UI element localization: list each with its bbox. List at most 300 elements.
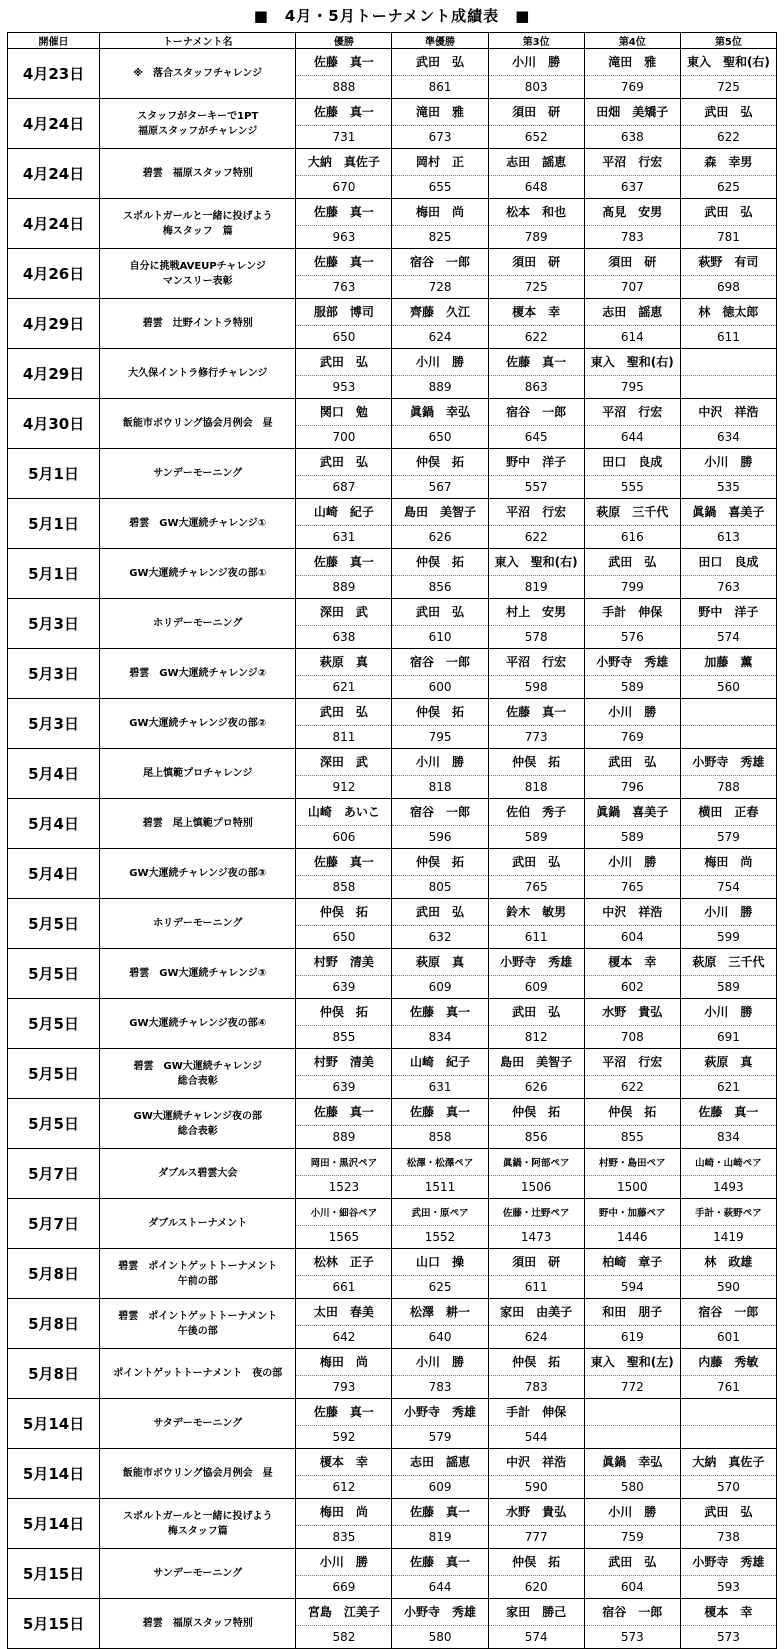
player-score: 579: [680, 825, 776, 848]
event-date: 4月30日: [8, 399, 100, 449]
player-name: 小川 勝: [392, 349, 488, 376]
player-name: 仲俣 拓: [488, 1099, 584, 1126]
player-score: 835: [296, 1525, 392, 1548]
player-name: 島田 美智子: [392, 499, 488, 526]
player-score: 598: [488, 675, 584, 698]
player-name: 平沼 行宏: [488, 499, 584, 526]
player-name: 佐藤 真一: [392, 1549, 488, 1576]
player-score: 644: [584, 425, 680, 448]
table-row: [8, 749, 777, 776]
results-table: [7, 32, 777, 1649]
event-date: 5月1日: [8, 499, 100, 549]
event-date: 5月3日: [8, 599, 100, 649]
tournament-name: 碧雲 GW大運続チャレンジ①: [100, 499, 296, 549]
player-name: 野中 洋子: [680, 599, 776, 626]
event-date: 5月14日: [8, 1499, 100, 1549]
player-score: 796: [584, 775, 680, 798]
player-score: 698: [680, 275, 776, 298]
player-name: 小川 勝: [296, 1549, 392, 1576]
event-date: 5月1日: [8, 549, 100, 599]
player-name: 佐藤 真一: [392, 1099, 488, 1126]
player-name: 山崎 紀子: [296, 499, 392, 526]
player-score: 589: [488, 825, 584, 848]
player-score: 614: [584, 325, 680, 348]
event-date: 5月7日: [8, 1149, 100, 1199]
player-name: 武田 弘: [296, 349, 392, 376]
player-name: 佐藤 真一: [296, 849, 392, 876]
player-score: 769: [584, 75, 680, 98]
table-row: [8, 799, 777, 826]
player-name: 武田 弘: [584, 749, 680, 776]
tournament-name: GW大運続チャレンジ夜の部②: [100, 699, 296, 749]
tournament-name: スタッフがターキーで1PT 福原スタッフがチャレンジ: [100, 99, 296, 149]
player-name: 東入 聖和(右): [680, 49, 776, 76]
player-name: [680, 699, 776, 726]
player-name: 小野寺 秀雄: [680, 1549, 776, 1576]
player-name: 志田 謡恵: [488, 149, 584, 176]
player-score: 888: [296, 75, 392, 98]
player-score: 889: [392, 375, 488, 398]
tournament-name: 碧雲 福原スタッフ特別: [100, 149, 296, 199]
player-name: 佐藤 真一: [296, 249, 392, 276]
player-score: 609: [392, 975, 488, 998]
player-name: 東入 聖和(右): [584, 349, 680, 376]
player-score: 818: [392, 775, 488, 798]
player-name: 岡田・黒沢ペア: [296, 1149, 392, 1176]
player-score: 622: [488, 525, 584, 548]
player-name: 中沢 祥浩: [680, 399, 776, 426]
player-score: 858: [296, 875, 392, 898]
player-score: 765: [488, 875, 584, 898]
player-score: 856: [392, 575, 488, 598]
event-date: 5月8日: [8, 1349, 100, 1399]
tournament-name: 碧雲 尾上慎範プロ特別: [100, 799, 296, 849]
player-score: 648: [488, 175, 584, 198]
player-name: 田畑 美矯子: [584, 99, 680, 126]
player-name: 佐伯 秀子: [488, 799, 584, 826]
player-score: 600: [392, 675, 488, 698]
player-score: 725: [488, 275, 584, 298]
player-name: 小川 勝: [584, 849, 680, 876]
player-score: 631: [392, 1075, 488, 1098]
player-score: 1500: [584, 1175, 680, 1198]
event-date: 5月5日: [8, 899, 100, 949]
player-name: 加藤 薫: [680, 649, 776, 676]
player-score: 1506: [488, 1175, 584, 1198]
player-name: 家田 勝己: [488, 1599, 584, 1626]
player-name: 武田 弘: [584, 1549, 680, 1576]
tournament-name: スポルトガールと一緒に投げよう 梅スタッフ篇: [100, 1499, 296, 1549]
player-name: 宿谷 一郎: [392, 249, 488, 276]
player-name: 梅田 尚: [296, 1349, 392, 1376]
tournament-name: GW大運続チャレンジ夜の部 総合表彰: [100, 1099, 296, 1149]
player-score: 650: [296, 925, 392, 948]
player-name: 武田 弘: [296, 699, 392, 726]
player-score: 602: [584, 975, 680, 998]
player-name: 眞鍋 幸弘: [584, 1449, 680, 1476]
event-date: 4月29日: [8, 349, 100, 399]
player-name: 萩原 三千代: [680, 949, 776, 976]
table-row: [8, 949, 777, 976]
player-name: 東入 聖和(左): [584, 1349, 680, 1376]
player-score: 777: [488, 1525, 584, 1548]
player-name: 平沼 行宏: [584, 149, 680, 176]
player-score: 626: [488, 1075, 584, 1098]
event-date: 4月23日: [8, 49, 100, 99]
player-name: 小川 勝: [392, 749, 488, 776]
player-score: 535: [680, 475, 776, 498]
player-score: 642: [296, 1325, 392, 1348]
player-score: 819: [392, 1525, 488, 1548]
player-name: 関口 勉: [296, 399, 392, 426]
player-score: 638: [584, 125, 680, 148]
player-score: 604: [584, 925, 680, 948]
player-name: 和田 朋子: [584, 1299, 680, 1326]
player-name: 宿谷 一郎: [584, 1599, 680, 1626]
player-score: 738: [680, 1525, 776, 1548]
player-name: 松澤・松澤ペア: [392, 1149, 488, 1176]
player-score: 819: [488, 575, 584, 598]
player-name: 山崎 あいこ: [296, 799, 392, 826]
player-name: 野中・加藤ペア: [584, 1199, 680, 1226]
player-score: 889: [296, 575, 392, 598]
player-score: 855: [584, 1125, 680, 1148]
player-score: 856: [488, 1125, 584, 1148]
player-score: 622: [584, 1075, 680, 1098]
player-score: [584, 1425, 680, 1448]
player-score: 763: [296, 275, 392, 298]
player-score: 593: [680, 1575, 776, 1598]
player-score: 863: [488, 375, 584, 398]
player-score: 803: [488, 75, 584, 98]
player-name: 仲俣 拓: [392, 849, 488, 876]
player-score: 601: [680, 1325, 776, 1348]
tournament-name: サンデーモーニング: [100, 1549, 296, 1599]
tournament-name: 碧雲 GW大運続チャレンジ 総合表彰: [100, 1049, 296, 1099]
player-name: 萩原 真: [296, 649, 392, 676]
player-score: 783: [392, 1375, 488, 1398]
player-name: 武田・原ペア: [392, 1199, 488, 1226]
player-name: 佐藤 真一: [392, 999, 488, 1026]
player-score: 621: [296, 675, 392, 698]
player-name: 萩野 有司: [680, 249, 776, 276]
player-score: 639: [296, 1075, 392, 1098]
player-score: 834: [392, 1025, 488, 1048]
player-score: 625: [392, 1275, 488, 1298]
table-row: [8, 549, 777, 576]
player-name: 宿谷 一郎: [392, 799, 488, 826]
player-score: 673: [392, 125, 488, 148]
player-name: 深田 武: [296, 749, 392, 776]
player-score: [680, 1425, 776, 1448]
player-name: 小野寺 秀雄: [584, 649, 680, 676]
player-name: 佐藤 真一: [296, 1399, 392, 1426]
player-score: 640: [392, 1325, 488, 1348]
player-name: 小野寺 秀雄: [488, 949, 584, 976]
player-name: 太田 春美: [296, 1299, 392, 1326]
player-name: 岡村 正: [392, 149, 488, 176]
player-name: 武田 弘: [680, 1499, 776, 1526]
player-score: 1565: [296, 1225, 392, 1248]
table-row: [8, 1199, 777, 1226]
tournament-name: ホリデーモーニング: [100, 599, 296, 649]
header-winner: 優勝: [296, 33, 392, 49]
player-score: 626: [392, 525, 488, 548]
player-score: 573: [680, 1625, 776, 1648]
player-name: 武田 弘: [488, 849, 584, 876]
header-fourth: 第4位: [584, 33, 680, 49]
player-name: 仲俣 拓: [296, 999, 392, 1026]
player-score: 567: [392, 475, 488, 498]
player-score: 557: [488, 475, 584, 498]
player-name: 武田 弘: [392, 49, 488, 76]
table-row: [8, 349, 777, 376]
tournament-name: ダブルス碧雲大会: [100, 1149, 296, 1199]
player-score: 574: [680, 625, 776, 648]
player-name: 榎本 幸: [680, 1599, 776, 1626]
event-date: 5月8日: [8, 1299, 100, 1349]
player-score: 604: [584, 1575, 680, 1598]
player-score: 625: [680, 175, 776, 198]
event-date: 5月8日: [8, 1249, 100, 1299]
player-score: 650: [296, 325, 392, 348]
player-score: 855: [296, 1025, 392, 1048]
player-score: 544: [488, 1425, 584, 1448]
player-name: 佐藤・辻野ペア: [488, 1199, 584, 1226]
player-score: 754: [680, 875, 776, 898]
player-name: 小野寺 秀雄: [392, 1599, 488, 1626]
player-name: 佐藤 真一: [488, 699, 584, 726]
player-name: 村野 清美: [296, 1049, 392, 1076]
player-score: [680, 725, 776, 748]
header-fifth: 第5位: [680, 33, 776, 49]
player-name: [584, 1399, 680, 1426]
event-date: 5月15日: [8, 1599, 100, 1649]
tournament-name: ポイントゲットトーナメント 夜の部: [100, 1349, 296, 1399]
player-name: 眞鍋・阿部ペア: [488, 1149, 584, 1176]
player-name: 小川 勝: [680, 899, 776, 926]
player-score: 616: [584, 525, 680, 548]
player-name: 小野寺 秀雄: [680, 749, 776, 776]
tournament-name: ※ 落合スタッフチャレンジ: [100, 49, 296, 99]
player-score: 799: [584, 575, 680, 598]
player-name: 平沼 行宏: [584, 1049, 680, 1076]
player-name: 手計 伸保: [584, 599, 680, 626]
table-row: [8, 299, 777, 326]
player-score: 795: [584, 375, 680, 398]
player-score: 963: [296, 225, 392, 248]
player-name: 志田 謡恵: [392, 1449, 488, 1476]
player-name: 林 徳太郎: [680, 299, 776, 326]
table-row: [8, 1099, 777, 1126]
player-score: 788: [680, 775, 776, 798]
table-row: [8, 499, 777, 526]
player-score: 574: [488, 1625, 584, 1648]
player-score: 761: [680, 1375, 776, 1398]
player-score: 818: [488, 775, 584, 798]
player-score: 624: [488, 1325, 584, 1348]
player-name: 鈴木 敏男: [488, 899, 584, 926]
player-score: 592: [296, 1425, 392, 1448]
header-date: 開催日: [8, 33, 100, 49]
player-score: [680, 375, 776, 398]
event-date: 5月4日: [8, 749, 100, 799]
player-name: 須田 研: [488, 1249, 584, 1276]
player-name: 宿谷 一郎: [680, 1299, 776, 1326]
player-score: 858: [392, 1125, 488, 1148]
player-name: 須田 研: [584, 249, 680, 276]
player-score: 638: [296, 625, 392, 648]
player-name: 梅田 尚: [392, 199, 488, 226]
player-name: 仲俣 拓: [488, 1349, 584, 1376]
player-score: 1446: [584, 1225, 680, 1248]
table-row: [8, 199, 777, 226]
player-score: 590: [680, 1275, 776, 1298]
player-score: 707: [584, 275, 680, 298]
player-name: 小川 勝: [488, 49, 584, 76]
table-row: [8, 1299, 777, 1326]
player-score: 613: [680, 525, 776, 548]
header-row: [8, 33, 777, 49]
player-name: 仲俣 拓: [392, 549, 488, 576]
player-name: 眞鍋 幸弘: [392, 399, 488, 426]
player-score: 622: [488, 325, 584, 348]
tournament-name: スポルトガールと一緒に投げよう 梅スタッフ 篇: [100, 199, 296, 249]
player-name: 手計 伸保: [488, 1399, 584, 1426]
player-score: 645: [488, 425, 584, 448]
player-name: 武田 弘: [392, 599, 488, 626]
event-date: 5月5日: [8, 1099, 100, 1149]
player-score: 610: [392, 625, 488, 648]
player-name: 仲俣 拓: [296, 899, 392, 926]
player-score: 590: [488, 1475, 584, 1498]
player-score: 576: [584, 625, 680, 648]
tournament-name: 碧雲 GW大運続チャレンジ③: [100, 949, 296, 999]
player-name: 小川 勝: [584, 699, 680, 726]
table-row: [8, 1399, 777, 1426]
player-name: 武田 弘: [392, 899, 488, 926]
tournament-name: GW大運続チャレンジ夜の部④: [100, 999, 296, 1049]
player-name: 武田 弘: [488, 999, 584, 1026]
page-title: ■ 4月・5月トーナメント成績表 ■: [253, 7, 531, 25]
event-date: 4月24日: [8, 99, 100, 149]
player-score: 609: [392, 1475, 488, 1498]
tournament-name: GW大運続チャレンジ夜の部①: [100, 549, 296, 599]
tournament-name: 飯能市ボウリング協会月例会 昼: [100, 1449, 296, 1499]
player-name: 松本 和也: [488, 199, 584, 226]
event-date: 5月3日: [8, 649, 100, 699]
player-name: 森 幸男: [680, 149, 776, 176]
player-name: 宿谷 一郎: [392, 649, 488, 676]
player-score: 650: [392, 425, 488, 448]
player-score: 611: [488, 925, 584, 948]
table-row: [8, 1449, 777, 1476]
player-score: 609: [488, 975, 584, 998]
player-name: 榎本 幸: [296, 1449, 392, 1476]
player-score: 700: [296, 425, 392, 448]
player-score: 639: [296, 975, 392, 998]
player-name: 東入 聖和(右): [488, 549, 584, 576]
player-score: 632: [392, 925, 488, 948]
player-score: 634: [680, 425, 776, 448]
tournament-name: ダブルストーナメント: [100, 1199, 296, 1249]
player-name: 島田 美智子: [488, 1049, 584, 1076]
table-row: [8, 1499, 777, 1526]
player-score: 589: [680, 975, 776, 998]
player-name: 佐藤 真一: [392, 1499, 488, 1526]
player-name: 榎本 幸: [584, 949, 680, 976]
player-name: 武田 弘: [296, 449, 392, 476]
table-row: [8, 649, 777, 676]
player-name: 眞鍋 喜美子: [680, 499, 776, 526]
player-name: 中沢 祥浩: [488, 1449, 584, 1476]
player-name: 野中 洋子: [488, 449, 584, 476]
player-name: 村野・島田ペア: [584, 1149, 680, 1176]
player-score: 781: [680, 225, 776, 248]
header-tournament: トーナメント名: [100, 33, 296, 49]
event-date: 5月1日: [8, 449, 100, 499]
player-score: 834: [680, 1125, 776, 1148]
tournament-name: ホリデーモーニング: [100, 899, 296, 949]
table-row: [8, 1249, 777, 1276]
player-score: 599: [680, 925, 776, 948]
player-name: 柏崎 章子: [584, 1249, 680, 1276]
table-row: [8, 849, 777, 876]
player-name: 手計・萩野ペア: [680, 1199, 776, 1226]
player-score: 759: [584, 1525, 680, 1548]
header-third: 第3位: [488, 33, 584, 49]
player-score: 621: [680, 1075, 776, 1098]
player-score: 811: [296, 725, 392, 748]
player-name: 眞鍋 喜美子: [584, 799, 680, 826]
table-row: [8, 149, 777, 176]
player-name: 仲俣 拓: [584, 1099, 680, 1126]
player-score: 763: [680, 575, 776, 598]
player-name: 須田 研: [488, 249, 584, 276]
player-score: 795: [392, 725, 488, 748]
player-name: 萩原 真: [392, 949, 488, 976]
tournament-name: 自分に挑戦AVEUPチャレンジ マンスリー表彰: [100, 249, 296, 299]
player-score: 1419: [680, 1225, 776, 1248]
table-row: [8, 999, 777, 1026]
player-name: 仲俣 拓: [488, 1549, 584, 1576]
player-name: 佐藤 真一: [488, 349, 584, 376]
player-name: 小川 勝: [680, 999, 776, 1026]
player-score: 825: [392, 225, 488, 248]
table-row: [8, 899, 777, 926]
tournament-name: 飯能市ボウリング協会月例会 昼: [100, 399, 296, 449]
player-name: 山口 操: [392, 1249, 488, 1276]
player-score: 783: [584, 225, 680, 248]
tournament-name: 碧雲 福原スタッフ特別: [100, 1599, 296, 1649]
event-date: 5月14日: [8, 1449, 100, 1499]
player-name: 松澤 耕一: [392, 1299, 488, 1326]
player-name: 武田 弘: [584, 549, 680, 576]
player-score: 596: [392, 825, 488, 848]
player-name: 仲俣 拓: [392, 699, 488, 726]
player-score: 594: [584, 1275, 680, 1298]
player-score: 669: [296, 1575, 392, 1598]
player-name: [680, 349, 776, 376]
player-score: 622: [680, 125, 776, 148]
player-name: 梅田 尚: [680, 849, 776, 876]
player-score: 691: [680, 1025, 776, 1048]
player-score: 560: [680, 675, 776, 698]
event-date: 5月15日: [8, 1549, 100, 1599]
table-row: [8, 449, 777, 476]
player-score: 1493: [680, 1175, 776, 1198]
player-score: 812: [488, 1025, 584, 1048]
